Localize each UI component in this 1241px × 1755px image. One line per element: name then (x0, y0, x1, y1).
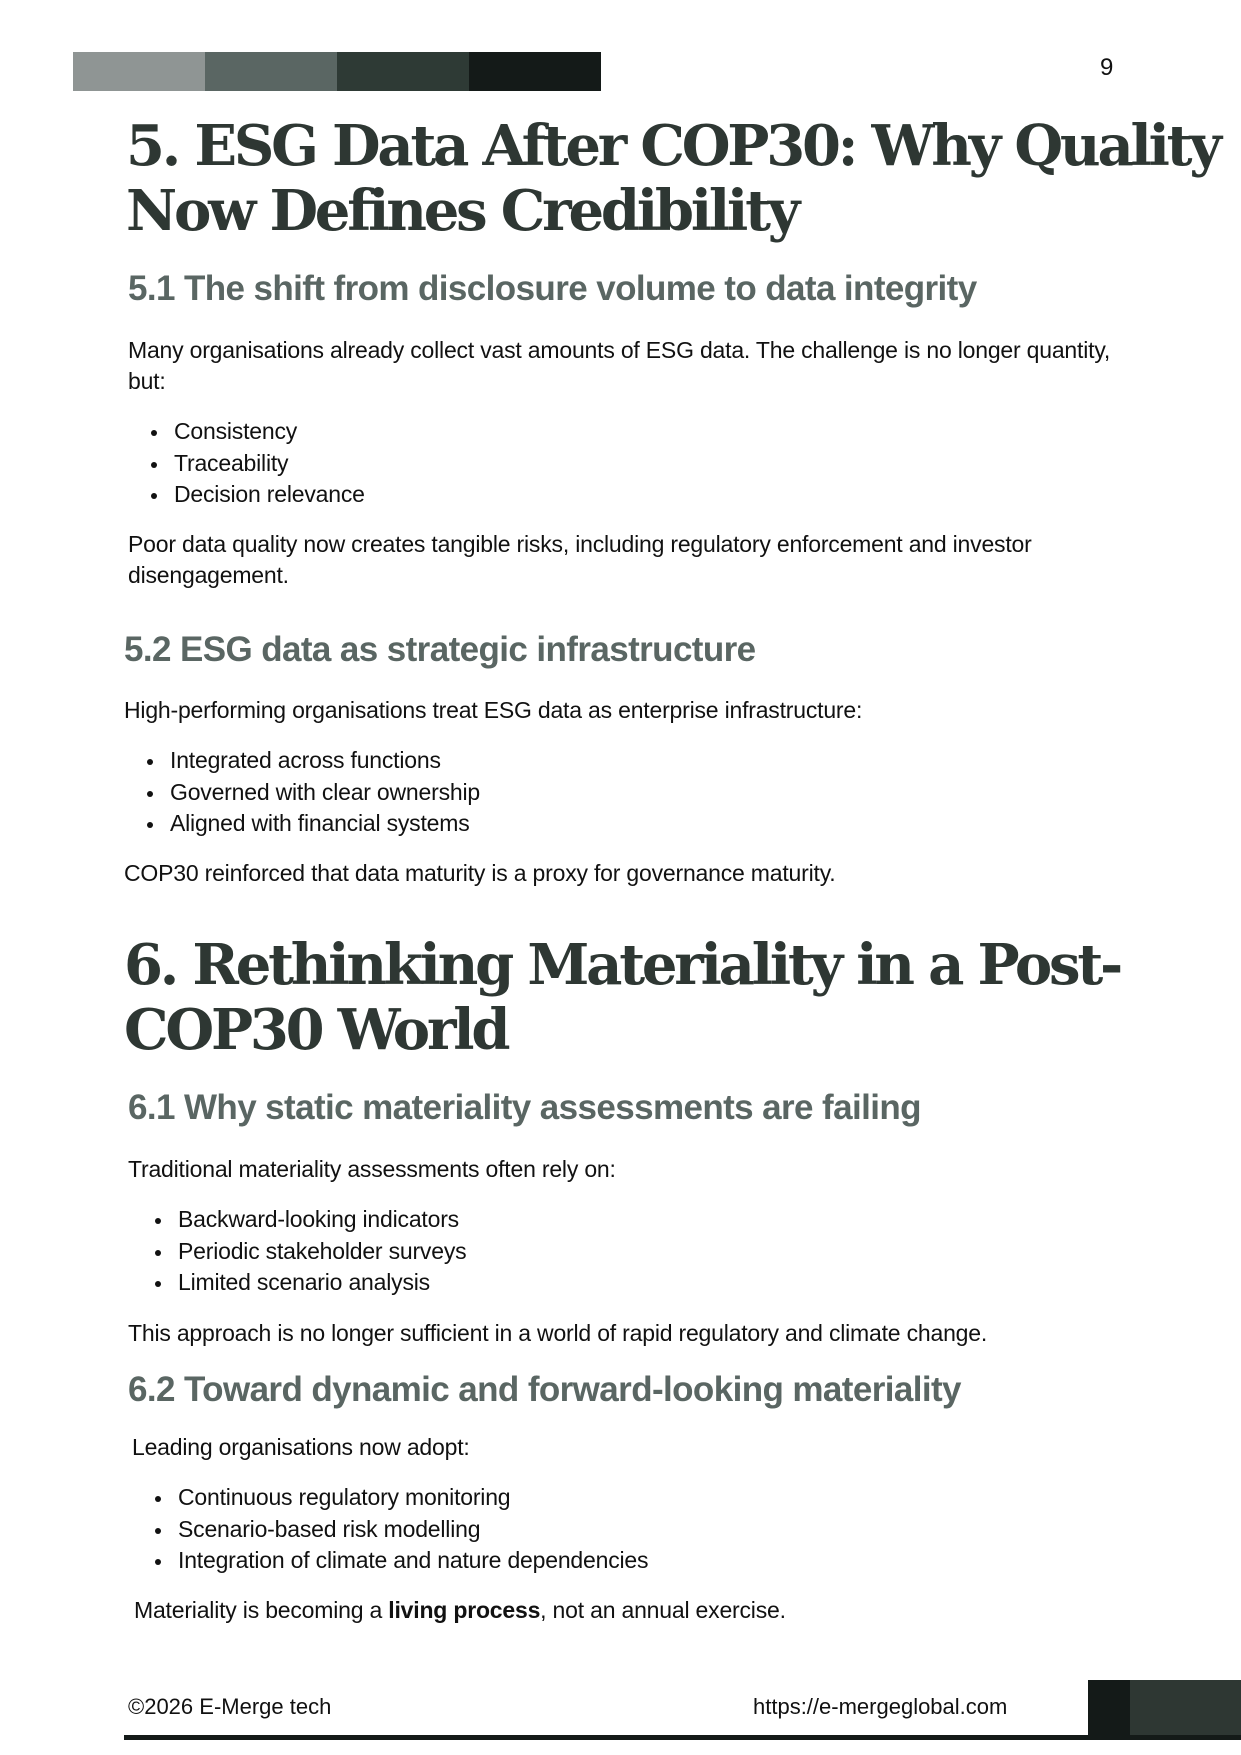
list-item: Scenario-based risk modelling (150, 1514, 648, 1546)
footer-rule (124, 1735, 1241, 1740)
color-bar-segment-3 (337, 52, 469, 91)
list-item: Aligned with financial systems (142, 808, 480, 840)
color-bar-segment-4 (469, 52, 601, 91)
footer-url: https://e-mergeglobal.com (753, 1694, 1008, 1719)
section-6-2-outro-emphasis: living process (388, 1597, 541, 1623)
list-item: Limited scenario analysis (150, 1267, 466, 1299)
list-item: Consistency (146, 416, 365, 448)
section-5-2-heading: 5.2 ESG data as strategic infrastructure (124, 630, 756, 669)
section-5-title (126, 114, 1219, 244)
section-5-1-intro: Many organisations already collect vast amounts of ESG data. The challenge is no longer quantity, but: (128, 337, 1111, 394)
section-6-1-intro: Traditional materiality assessments often rely on: (128, 1156, 616, 1182)
section-5-2-intro: High-performing organisations treat ESG data as enterprise infrastructure: (124, 697, 863, 723)
color-bar-segment-1 (73, 52, 205, 91)
section-6-2-heading: 6.2 Toward dynamic and forward-looking materiality (128, 1370, 961, 1409)
page-number: 9 (1100, 54, 1114, 81)
section-6-1-bullet-list (150, 1204, 466, 1299)
section-6-1-heading: 6.1 Why static materiality assessments are failing (128, 1088, 921, 1127)
list-item: Integration of climate and nature dependencies (150, 1545, 648, 1577)
list-item: Traceability (146, 448, 365, 480)
color-bar-segment-2 (205, 52, 337, 91)
list-item: Decision relevance (146, 479, 365, 511)
section-6-2-bullet-list (150, 1482, 648, 1577)
section-5-title-line-2: Now Defines Credibility (126, 178, 798, 244)
list-item: Periodic stakeholder surveys (150, 1236, 466, 1268)
section-6-title-line-1: 6. Rethinking Materiality in a Post- (124, 932, 1121, 998)
section-5-2-outro: COP30 reinforced that data maturity is a proxy for governance maturity. (124, 860, 836, 886)
section-5-1-heading: 5.1 The shift from disclosure volume to data integrity (128, 269, 977, 308)
section-6-2-outro-after: , not an annual exercise. (540, 1597, 786, 1623)
footer-copyright: ©2026 E-Merge tech (128, 1694, 332, 1719)
section-6-1-outro: This approach is no longer sufficient in a world of rapid regulatory and climate change. (128, 1320, 988, 1346)
section-5-1-outro: Poor data quality now creates tangible risks, including regulatory enforcement and investor disengagement. (128, 531, 1032, 588)
section-6-2-outro-before: Materiality is becoming a (134, 1597, 389, 1623)
section-6-title (124, 933, 1120, 1063)
list-item: Backward-looking indicators (150, 1204, 466, 1236)
list-item: Integrated across functions (142, 745, 480, 777)
section-5-title-line-1: 5. ESG Data After COP30: Why Quality (126, 113, 1219, 179)
footer-decor-block (1130, 1680, 1241, 1740)
list-item: Continuous regulatory monitoring (150, 1482, 648, 1514)
list-item: Governed with clear ownership (142, 777, 480, 809)
section-6-2-intro: Leading organisations now adopt: (132, 1434, 470, 1460)
footer-decor-block-dark (1088, 1680, 1130, 1740)
section-5-1-bullet-list (146, 416, 365, 511)
section-6-title-line-2: COP30 World (124, 997, 508, 1063)
section-5-2-bullet-list (142, 745, 480, 840)
header-color-bar (73, 52, 601, 91)
section-6-2-outro (134, 1595, 1144, 1626)
